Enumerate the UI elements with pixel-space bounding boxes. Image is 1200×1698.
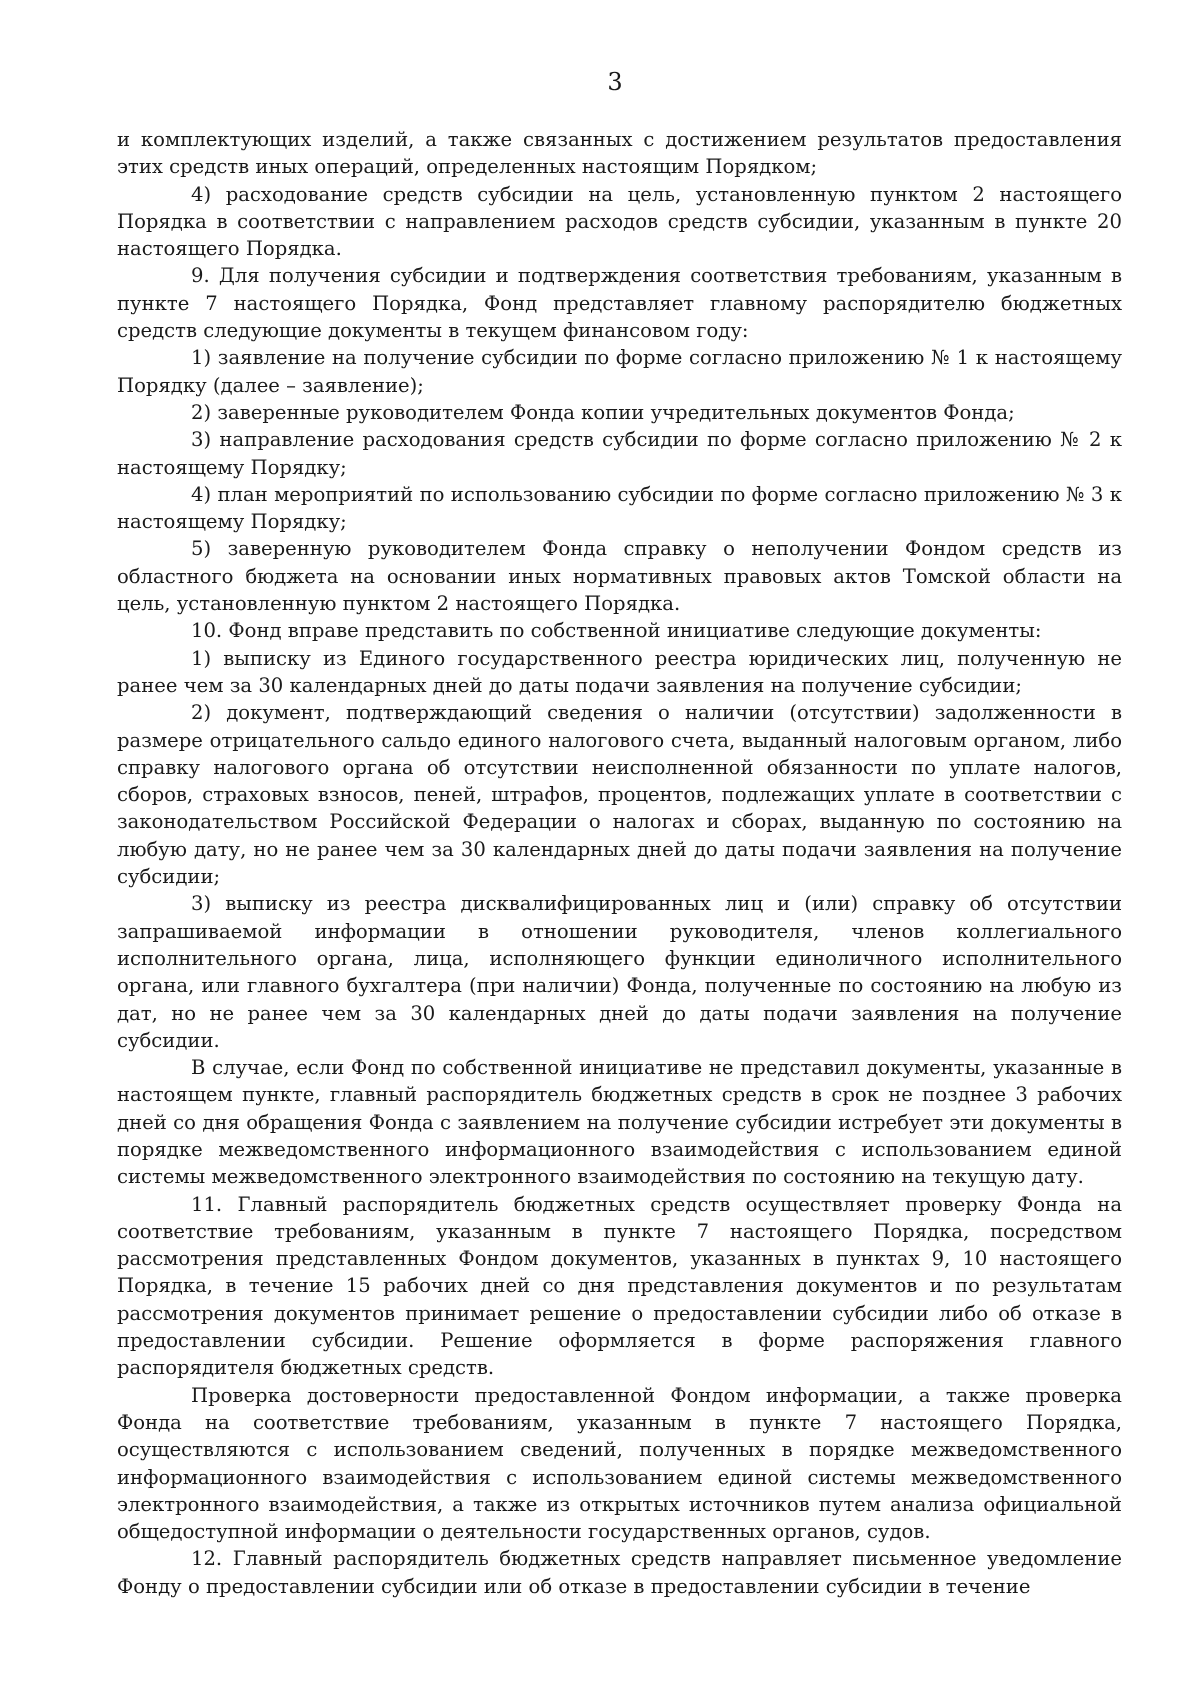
- paragraph-item-9-4: 4) план мероприятий по использованию субсидии по форме согласно приложению № 3 к настоящему Порядку;: [117, 482, 1122, 534]
- paragraph-item-9-3: 3) направление расходования средств субсидии по форме согласно приложению № 2 к настоящему Порядку;: [117, 428, 1122, 479]
- paragraph-clause-11-check: Проверка достоверности предоставленной Фондом информации, а также проверка Фонда на соответствие требованиям, указанным в пункте 7 настоящего Порядка, осуществляются с использованием сведений, полученных в порядке межведомственного информационного взаимодействия с использованием единой системы межведомственного электронного взаимодействия, а также из открытых источников путем анализа официальной общедоступной информации о деятельности государственных органов, судов.: [117, 1383, 1122, 1544]
- paragraph-clause-11: 11. Главный распорядитель бюджетных средств осуществляет проверку Фонда на соответствие требованиям, указанным в пункте 7 настоящего Порядка, посредством рассмотрения представленных Фондом документов, указанных в пунктах 9, 10 настоящего Порядка, в течение 15 рабочих дней со дня представления документов и по результатам рассмотрения документов принимает решение о предоставлении субсидии либо об отказе в предоставлении субсидии. Решение оформляется в форме распоряжения главного распорядителя бюджетных средств.: [117, 1192, 1122, 1380]
- paragraph-clause-10-note: В случае, если Фонд по собственной инициативе не представил документы, указанные в настоящем пункте, главный распорядитель бюджетных средств в срок не позднее 3 рабочих дней со дня обращения Фонда с заявлением на получение субсидии истребует эти документы в порядке межведомственного информационного взаимодействия с использованием единой системы межведомственного электронного взаимодействия по состоянию на текущую дату.: [117, 1056, 1122, 1189]
- paragraph-item-9-2: 2) заверенные руководителем Фонда копии учредительных документов Фонда;: [191, 400, 1015, 424]
- paragraph-item-10-1: 1) выписку из Единого государственного реестра юридических лиц, полученную не ранее чем за 30 календарных дней до даты подачи заявления на получение субсидии;: [117, 646, 1122, 697]
- document-body: [117, 126, 1122, 1600]
- paragraph-item-9-1: 1) заявление на получение субсидии по форме согласно приложению № 1 к настоящему Порядку (далее – заявление);: [117, 346, 1122, 397]
- paragraph-clause-9: 9. Для получения субсидии и подтверждения соответствия требованиям, указанным в пункте 7 настоящего Порядка, Фонд представляет главному распорядителю бюджетных средств следующие документы в текущем финансовом году:: [117, 264, 1122, 343]
- paragraph-clause-10: 10. Фонд вправе представить по собственной инициативе следующие документы:: [191, 619, 1042, 643]
- page-number: 3: [607, 68, 623, 96]
- paragraph-item-10-3: 3) выписку из реестра дисквалифицированных лиц и (или) справку об отсутствии запрашиваемой информации в отношении руководителя, членов коллегиального исполнительного органа, лица, исполняющего функции единоличного исполнительного органа, или главного бухгалтера (при наличии) Фонда, полученные по состоянию на любую из дат, но не ранее чем за 30 календарных дней до даты подачи заявления на получение субсидии.: [117, 892, 1122, 1052]
- paragraph-item-10-2: 2) документ, подтверждающий сведения о наличии (отсутствии) задолженности в размере отрицательного сальдо единого налогового счета, выданный налоговым органом, либо справку налогового органа об отсутствии неисполненной обязанности по уплате налогов, сборов, страховых взносов, пеней, штрафов, процентов, подлежащих уплате в соответствии с законодательством Российской Федерации о налогах и сборах, выданную по состоянию на любую дату, но не ранее чем за 30 календарных дней до даты подачи заявления на получение субсидии;: [117, 701, 1122, 889]
- paragraph-item-8-4: 4) расходование средств субсидии на цель, установленную пунктом 2 настоящего Порядка в соответствии с направлением расходов средств субсидии, указанным в пункте 20 настоящего Порядка.: [117, 182, 1122, 261]
- paragraph-clause-12: 12. Главный распорядитель бюджетных средств направляет письменное уведомление Фонду о предоставлении субсидии или об отказе в предоставлении субсидии в течение: [117, 1547, 1122, 1598]
- paragraph-continuation: и комплектующих изделий, а также связанных с достижением результатов предоставления этих средств иных операций, определенных настоящим Порядком;: [117, 128, 1122, 179]
- paragraph-item-9-5: 5) заверенную руководителем Фонда справку о неполучении Фондом средств из областного бюджета на основании иных нормативных правовых актов Томской области на цель, установленную пунктом 2 настоящего Порядка.: [117, 537, 1122, 616]
